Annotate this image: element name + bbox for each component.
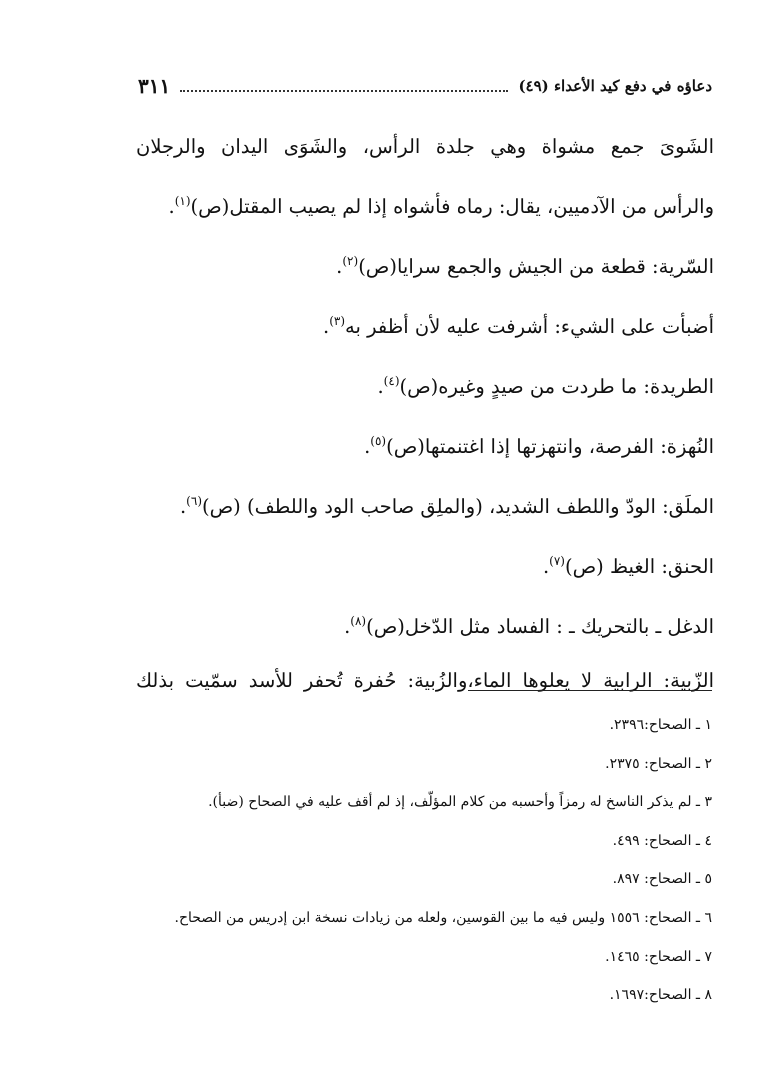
footnote-ref: (٤) (383, 374, 400, 388)
text-line: الزّبية: الرابية لا يعلوها الماء،والزُبية: حُفرة تُحفر للأسد سمّيت بذلك (136, 669, 714, 692)
footnote: ٣ ـ لم يذكر الناسخ له رمزاً وأحسبه من كلام المؤلّف، إذ لم أقف عليه في الصحاح (ضبأ). (208, 794, 712, 811)
main-text (136, 120, 714, 708)
footnote-ref: (٣) (329, 314, 346, 328)
text-line: النُهزة: الفرصة، وانتهزتها إذا اغتنمتها(ص)$^{(٥)}$. (364, 434, 714, 458)
footnote: ٢ ـ الصحاح: ٢٣٧٥. (605, 755, 712, 772)
footnote: ٦ ـ الصحاح: ١٥٥٦ وليس فيه ما بين القوسين، ولعله من زيادات نسخة ابن إدريس من الصحاح. (174, 909, 712, 926)
text-line: السّرية: قطعة من الجيش والجمع سرايا(ص)$^{(٢)}$. (336, 254, 714, 278)
text-line: والرأس من الآدميين، يقال: رماه فأشواه إذا لم يصيب المقتل(ص)$^{(١)}$. (168, 194, 714, 218)
footnote-ref: (٦) (186, 494, 202, 508)
page-number: ٣١١ (138, 74, 171, 98)
footnote-ref: (١) (174, 194, 191, 208)
running-title: دعاؤه في دفع كيد الأعداء (٤٩) (518, 77, 712, 95)
footnote: ٥ ـ الصحاح: ٨٩٧. (612, 871, 712, 888)
footnote: ٨ ـ الصحاح:١٦٩٧. (609, 987, 712, 1004)
footnote: ١ ـ الصحاح:٢٣٩٦. (609, 717, 712, 733)
footnotes (120, 706, 712, 1015)
text-line: الشَوىَ جمع مشواة وهي جلدة الرأس، والشَوَى اليدان والرجلان (136, 135, 714, 158)
footnote: ٤ ـ الصحاح: ٤٩٩. (612, 832, 712, 849)
leader-dots (180, 90, 508, 92)
footnote-ref: (٢) (342, 254, 359, 268)
text-line: الحنق: الغيظ (ص)$^{(٧)}$. (542, 554, 714, 578)
running-header (138, 70, 712, 102)
footnote-ref: (٨) (350, 614, 367, 628)
text-line: الطريدة: ما طردت من صيدٍ وغيره(ص)$^{(٤)}$. (377, 374, 714, 398)
text-line: أضبأت على الشيء: أشرفت عليه لأن أظفر به$^{(٣)}$. (323, 314, 714, 338)
text-line: الدغل ـ بالتحريك ـ : الفساد مثل الدّخل(ص)$^{(٨)}$. (344, 614, 714, 638)
text-line: الملَق: الودّ واللطف الشديد، (والملِق صاحب الود واللطف) (ص)$^{(٦)}$. (179, 494, 714, 518)
footnote: ٧ ـ الصحاح: ١٤٦٥. (605, 948, 712, 965)
footnote-ref: (٥) (370, 434, 387, 448)
footnote-divider (468, 690, 712, 691)
footnote-ref: (٧) (549, 554, 565, 568)
